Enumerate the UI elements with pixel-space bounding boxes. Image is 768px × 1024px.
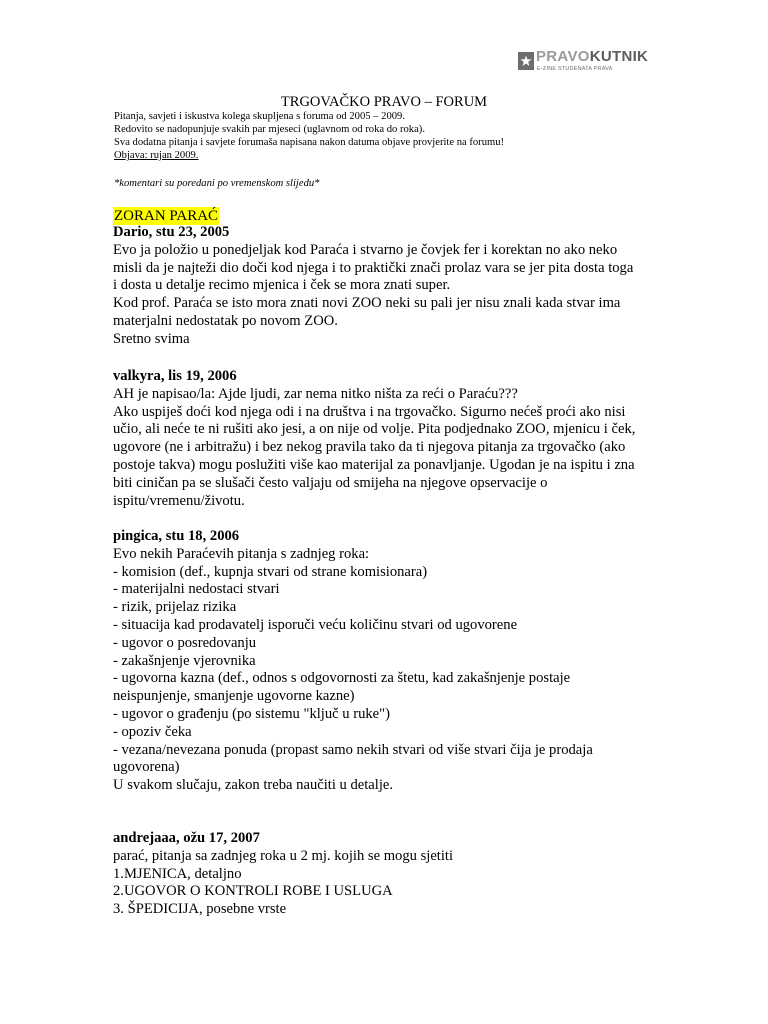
- post-line: - materijalni nedostaci stvari: [113, 581, 280, 598]
- professor-heading: ZORAN PARAĆ: [114, 208, 219, 224]
- comment-order-note: *komentari su poredani po vremenskom slijedu*: [114, 178, 320, 189]
- post-line: U svakom slučaju, zakon treba naučiti u detalje.: [113, 777, 394, 794]
- intro-line: Sva dodatna pitanja i savjete forumaša napisana nakon datuma objave provjerite na forumu!: [114, 137, 505, 148]
- intro-line: Pitanja, savjeti i iskustva kolega skupljena s foruma od 2005 – 2009.: [114, 111, 405, 122]
- post-author: pingica, stu 18, 2006: [113, 528, 240, 544]
- post-author: andrejaaa, ožu 17, 2007: [113, 830, 260, 846]
- post-line: - ugovor o građenju (po sistemu "ključ u ruke"): [113, 705, 390, 722]
- forum-post: [113, 224, 633, 349]
- post-line: Sretno svima: [113, 330, 190, 347]
- post-line: 2.UGOVOR O KONTROLI ROBE I USLUGA: [113, 883, 393, 900]
- post-line: postoje takva) mogu poslužiti više kao materijal za ponavljanje. Ugodan je na ispitu i zna: [113, 456, 635, 473]
- post-author: valkyra, lis 19, 2006: [113, 368, 237, 384]
- post-line: - ugovor o posredovanju: [113, 634, 257, 651]
- post-line: Kod prof. Paraća se isto mora znati novi ZOO neki su pali jer nisu znali kada stvar ima: [113, 295, 621, 312]
- post-line: - opoziv čeka: [113, 723, 192, 740]
- intro-text: [114, 110, 504, 162]
- post-line: - zakašnjenje vjerovnika: [113, 652, 256, 669]
- post-line: materjalni nedostatak po novom ZOO.: [113, 312, 338, 329]
- post-line: misli da je najteži dio doči kod njega i to praktički znači prolaz vara se jer pita dosta toga: [113, 259, 634, 276]
- document-title: TRGOVAČKO PRAVO – FORUM: [280, 94, 488, 110]
- post-line: - situacija kad prodavatelj isporuči veću količinu stvari od ugovorene: [113, 616, 518, 633]
- post-line: i dosta u detalje recimo mjenica i ček se mora znati super.: [113, 277, 451, 294]
- logo-star-icon: [518, 52, 534, 70]
- post-line: 1.MJENICA, detaljno: [113, 865, 242, 882]
- post-line: ispitu/vremenu/životu.: [113, 492, 245, 509]
- logo-tagline: E-ZINE STUDENATA PRAVA: [537, 66, 613, 72]
- post-line: AH je napisao/la: Ajde ljudi, zar nema nitko ništa za reći o Paraću???: [113, 385, 518, 402]
- publication-date: Objava: rujan 2009.: [114, 150, 199, 161]
- forum-post: [113, 368, 635, 510]
- post-line: ugovorena): [113, 759, 180, 776]
- logo-wordmark: PRAVOKUTNIK: [536, 48, 649, 65]
- post-line: Evo nekih Paraćevih pitanja s zadnjeg roka:: [113, 545, 370, 562]
- post-line: - vezana/nevezana ponuda (propast samo nekih stvari od više stvari čija je prodaja: [113, 741, 593, 758]
- post-line: biti ciničan pa se slušači često valjaju od smijeha na njegove opservacije o: [113, 474, 548, 491]
- post-line: učio, ali neće te ni rušiti ako jesi, a on nije od volje. Pita podjednako ZOO, mjenicu i ček,: [113, 421, 636, 438]
- pravokutnik-logo: [518, 50, 658, 74]
- post-line: - rizik, prijelaz rizika: [113, 599, 237, 616]
- post-line: Ako uspiješ doći kod njega odi i na društva i na trgovačko. Sigurno nećeš proći ako nisi: [113, 403, 626, 420]
- post-line: Evo ja položio u ponedjeljak kod Paraća i stvarno je čovjek fer i korektan no ako neko: [113, 241, 618, 258]
- post-line: - ugovorna kazna (def., odnos s odgovornosti za štetu, kad zakašnjenje postaje: [113, 670, 571, 687]
- post-line: parać, pitanja sa zadnjeg roka u 2 mj. kojih se mogu sjetiti: [113, 847, 454, 864]
- post-line: - komision (def., kupnja stvari od strane komisionara): [113, 563, 428, 580]
- post-line: ugovore (ne i arbitražu) i bez nekog pravila tako da ti njegova pitanja za trgovačko (ako: [113, 439, 626, 456]
- post-author: Dario, stu 23, 2005: [113, 224, 230, 240]
- forum-post: [113, 528, 593, 795]
- post-line: neispunjenje, smanjenje ugovorne kazne): [113, 688, 355, 705]
- intro-line: Redovito se nadopunjuje svakih par mjeseci (uglavnom od roka do roka).: [114, 124, 425, 135]
- post-line: 3. ŠPEDICIJA, posebne vrste: [113, 901, 287, 918]
- forum-post: [113, 830, 453, 919]
